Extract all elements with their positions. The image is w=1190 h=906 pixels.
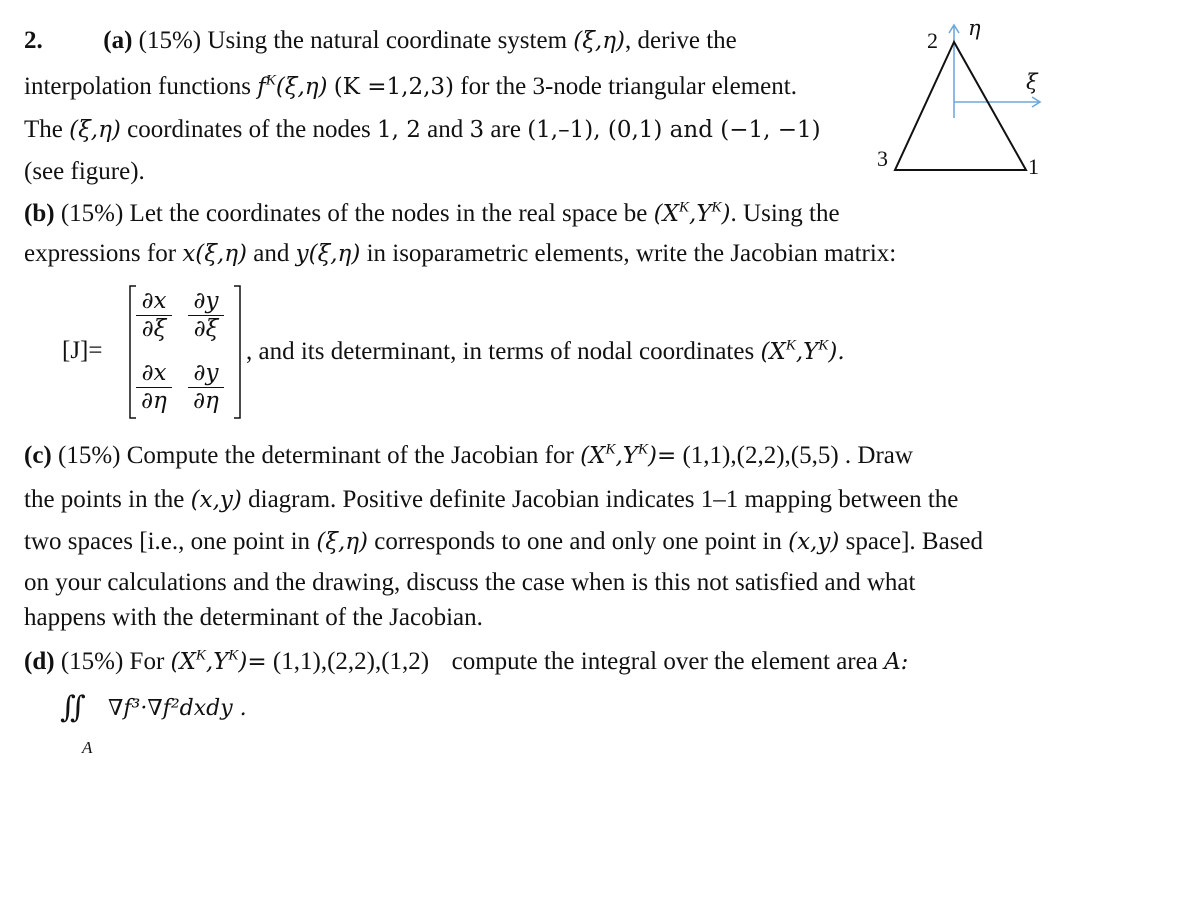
part-c-line-4 bbox=[24, 568, 915, 598]
part-d-label: (d) bbox=[24, 648, 55, 675]
part-a-text-3: The bbox=[24, 116, 63, 143]
interp-func-symbol: f bbox=[257, 74, 266, 100]
nodal-coords-mid: ,Y bbox=[795, 339, 819, 365]
natural-coords-math-2: (ξ,η) bbox=[69, 117, 121, 143]
part-c-text-3: two spaces [i.e., one point in bbox=[24, 528, 311, 555]
part-a-line-4 bbox=[24, 157, 145, 187]
jacobian-label: [J]= bbox=[62, 337, 103, 364]
part-d-line-1 bbox=[24, 647, 908, 677]
c-coords-sup-2: K bbox=[637, 441, 648, 458]
part-a-text-1-end: , derive the bbox=[625, 27, 737, 54]
part-d-text-1: For bbox=[129, 648, 165, 675]
real-coords-close: ) bbox=[721, 201, 731, 227]
part-a-line-1 bbox=[24, 26, 737, 56]
part-b-line-1 bbox=[24, 199, 840, 229]
nodal-coords-sup-2: K bbox=[818, 337, 829, 354]
d-node-values: (1,1),(2,2),(1,2) bbox=[272, 648, 430, 675]
d-coords-close: )= bbox=[238, 649, 267, 675]
double-integral-sign: ∬ bbox=[60, 690, 86, 725]
triangle-figure-svg bbox=[870, 6, 1050, 181]
d-coords-mid: ,Y bbox=[205, 649, 229, 675]
part-a-text-2: interpolation functions bbox=[24, 73, 252, 100]
part-b-text-1-end: . Using the bbox=[730, 200, 840, 227]
part-b-weight: (15%) bbox=[60, 200, 124, 227]
part-c-text-1-end: . Draw bbox=[844, 442, 913, 469]
node-2-label: 2 bbox=[927, 28, 938, 53]
c-coords-sup-1: K bbox=[605, 441, 616, 458]
xy-math: (x,y) bbox=[190, 487, 242, 513]
integrand: ∇f³·∇f²dxdy . bbox=[108, 696, 247, 721]
part-c-line-2 bbox=[24, 485, 958, 515]
real-coords-sup-2: K bbox=[711, 199, 722, 216]
part-c-text-3-mid: corresponds to one and only one point in bbox=[374, 528, 782, 555]
part-a-text-1: Using the natural coordinate system bbox=[207, 27, 568, 54]
part-c-line-3 bbox=[24, 527, 983, 557]
node-list: 1, 2 bbox=[377, 117, 421, 143]
part-c-text-3-end: space]. Based bbox=[845, 528, 984, 555]
x-map-math: x(ξ,η) bbox=[182, 241, 247, 267]
nodal-coords-sup-1: K bbox=[785, 337, 796, 354]
part-b-text-2-end: in isoparametric elements, write the Jacobian matrix: bbox=[366, 240, 897, 267]
part-a-line-3 bbox=[24, 115, 821, 145]
node-3-label: 3 bbox=[877, 146, 888, 171]
real-coords-sup-1: K bbox=[679, 199, 690, 216]
part-a-and: and bbox=[427, 116, 464, 143]
y-map-math: y(ξ,η) bbox=[295, 241, 361, 267]
part-d-weight: (15%) bbox=[60, 648, 124, 675]
node-index-range: (K =1,2,3) bbox=[333, 74, 455, 100]
part-c-line-1 bbox=[24, 441, 913, 471]
c-coords-close: )= bbox=[647, 443, 677, 469]
right-bracket bbox=[234, 286, 240, 418]
c-coords-mid: ,Y bbox=[615, 443, 638, 469]
part-b-text-2: expressions for bbox=[24, 240, 177, 267]
triangle-element-figure bbox=[870, 6, 1050, 181]
nodal-coords-open: (X bbox=[760, 339, 786, 365]
c-coords-open: (X bbox=[580, 443, 606, 469]
jacobian-determinant-text bbox=[246, 337, 845, 367]
part-a-weight: (15%) bbox=[138, 27, 202, 54]
natural-coords-math: (ξ,η) bbox=[573, 28, 625, 54]
xy-math-2: (x,y) bbox=[788, 529, 840, 555]
see-figure-text: (see figure). bbox=[24, 158, 145, 185]
integral-expression bbox=[60, 690, 300, 760]
node-3-ref: 3 bbox=[469, 117, 485, 143]
part-a-are: are bbox=[490, 116, 521, 143]
part-a-line-2 bbox=[24, 72, 797, 102]
nodal-coords-close: ). bbox=[828, 339, 845, 365]
part-c-line-5 bbox=[24, 603, 483, 633]
real-coords-open: (X bbox=[653, 201, 680, 227]
d-coords-sup-2: K bbox=[228, 647, 239, 664]
part-a-label: (a) bbox=[103, 27, 133, 54]
xi-eta-math: (ξ,η) bbox=[316, 529, 369, 555]
integral-domain: A bbox=[82, 738, 93, 757]
part-b-line-2 bbox=[24, 239, 896, 269]
triangle-outline bbox=[895, 42, 1026, 170]
real-coords-mid: ,Y bbox=[689, 201, 712, 227]
part-c-label: (c) bbox=[24, 442, 52, 469]
part-b-after-text: , and its determinant, in terms of nodal coordinates bbox=[246, 338, 755, 365]
part-b-label: (b) bbox=[24, 200, 55, 227]
dx-dxi: $\frac{\partial x}{\partial\xi}$ bbox=[136, 288, 172, 342]
part-b-text-1: Let the coordinates of the nodes in the real space be bbox=[129, 200, 648, 227]
part-c-text-2-end: diagram. Positive definite Jacobian indicates 1–1 mapping between the bbox=[248, 486, 959, 513]
xi-axis-label: ξ bbox=[1026, 70, 1038, 94]
d-coords-sup-1: K bbox=[195, 647, 206, 664]
part-b-and: and bbox=[253, 240, 290, 267]
dx-deta: $\frac{\partial x}{\partial\eta}$ bbox=[136, 360, 172, 414]
area-symbol: A: bbox=[884, 649, 909, 675]
part-c-text-5: happens with the determinant of the Jacobian. bbox=[24, 604, 483, 631]
part-c-text-1: Compute the determinant of the Jacobian for bbox=[126, 442, 574, 469]
problem-number: 2. bbox=[24, 27, 43, 54]
c-node-values: (1,1),(2,2),(5,5) bbox=[682, 442, 839, 469]
eta-axis-label: η bbox=[968, 16, 981, 40]
part-c-weight: (15%) bbox=[58, 442, 121, 469]
node-1-label: 1 bbox=[1028, 154, 1039, 179]
d-coords-open: (X bbox=[170, 649, 196, 675]
interp-func-sup: K bbox=[265, 72, 276, 89]
node-coordinates: (1,–1), (0,1) and (−1, −1) bbox=[527, 117, 821, 143]
part-a-text-3-mid: coordinates of the nodes bbox=[127, 116, 371, 143]
part-d-text-1-end: compute the integral over the element area bbox=[451, 648, 878, 675]
dy-deta: $\frac{\partial y}{\partial\eta}$ bbox=[188, 360, 224, 414]
jacobian-matrix bbox=[62, 282, 262, 422]
dy-dxi: $\frac{\partial y}{\partial\xi}$ bbox=[188, 288, 224, 342]
part-c-text-4: on your calculations and the drawing, discuss the case when is this not satisfied and what bbox=[24, 569, 916, 596]
part-c-text-2: the points in the bbox=[24, 486, 185, 513]
part-a-text-2-end: for the 3-node triangular element. bbox=[460, 73, 797, 100]
interp-func-args: (ξ,η) bbox=[275, 74, 328, 100]
